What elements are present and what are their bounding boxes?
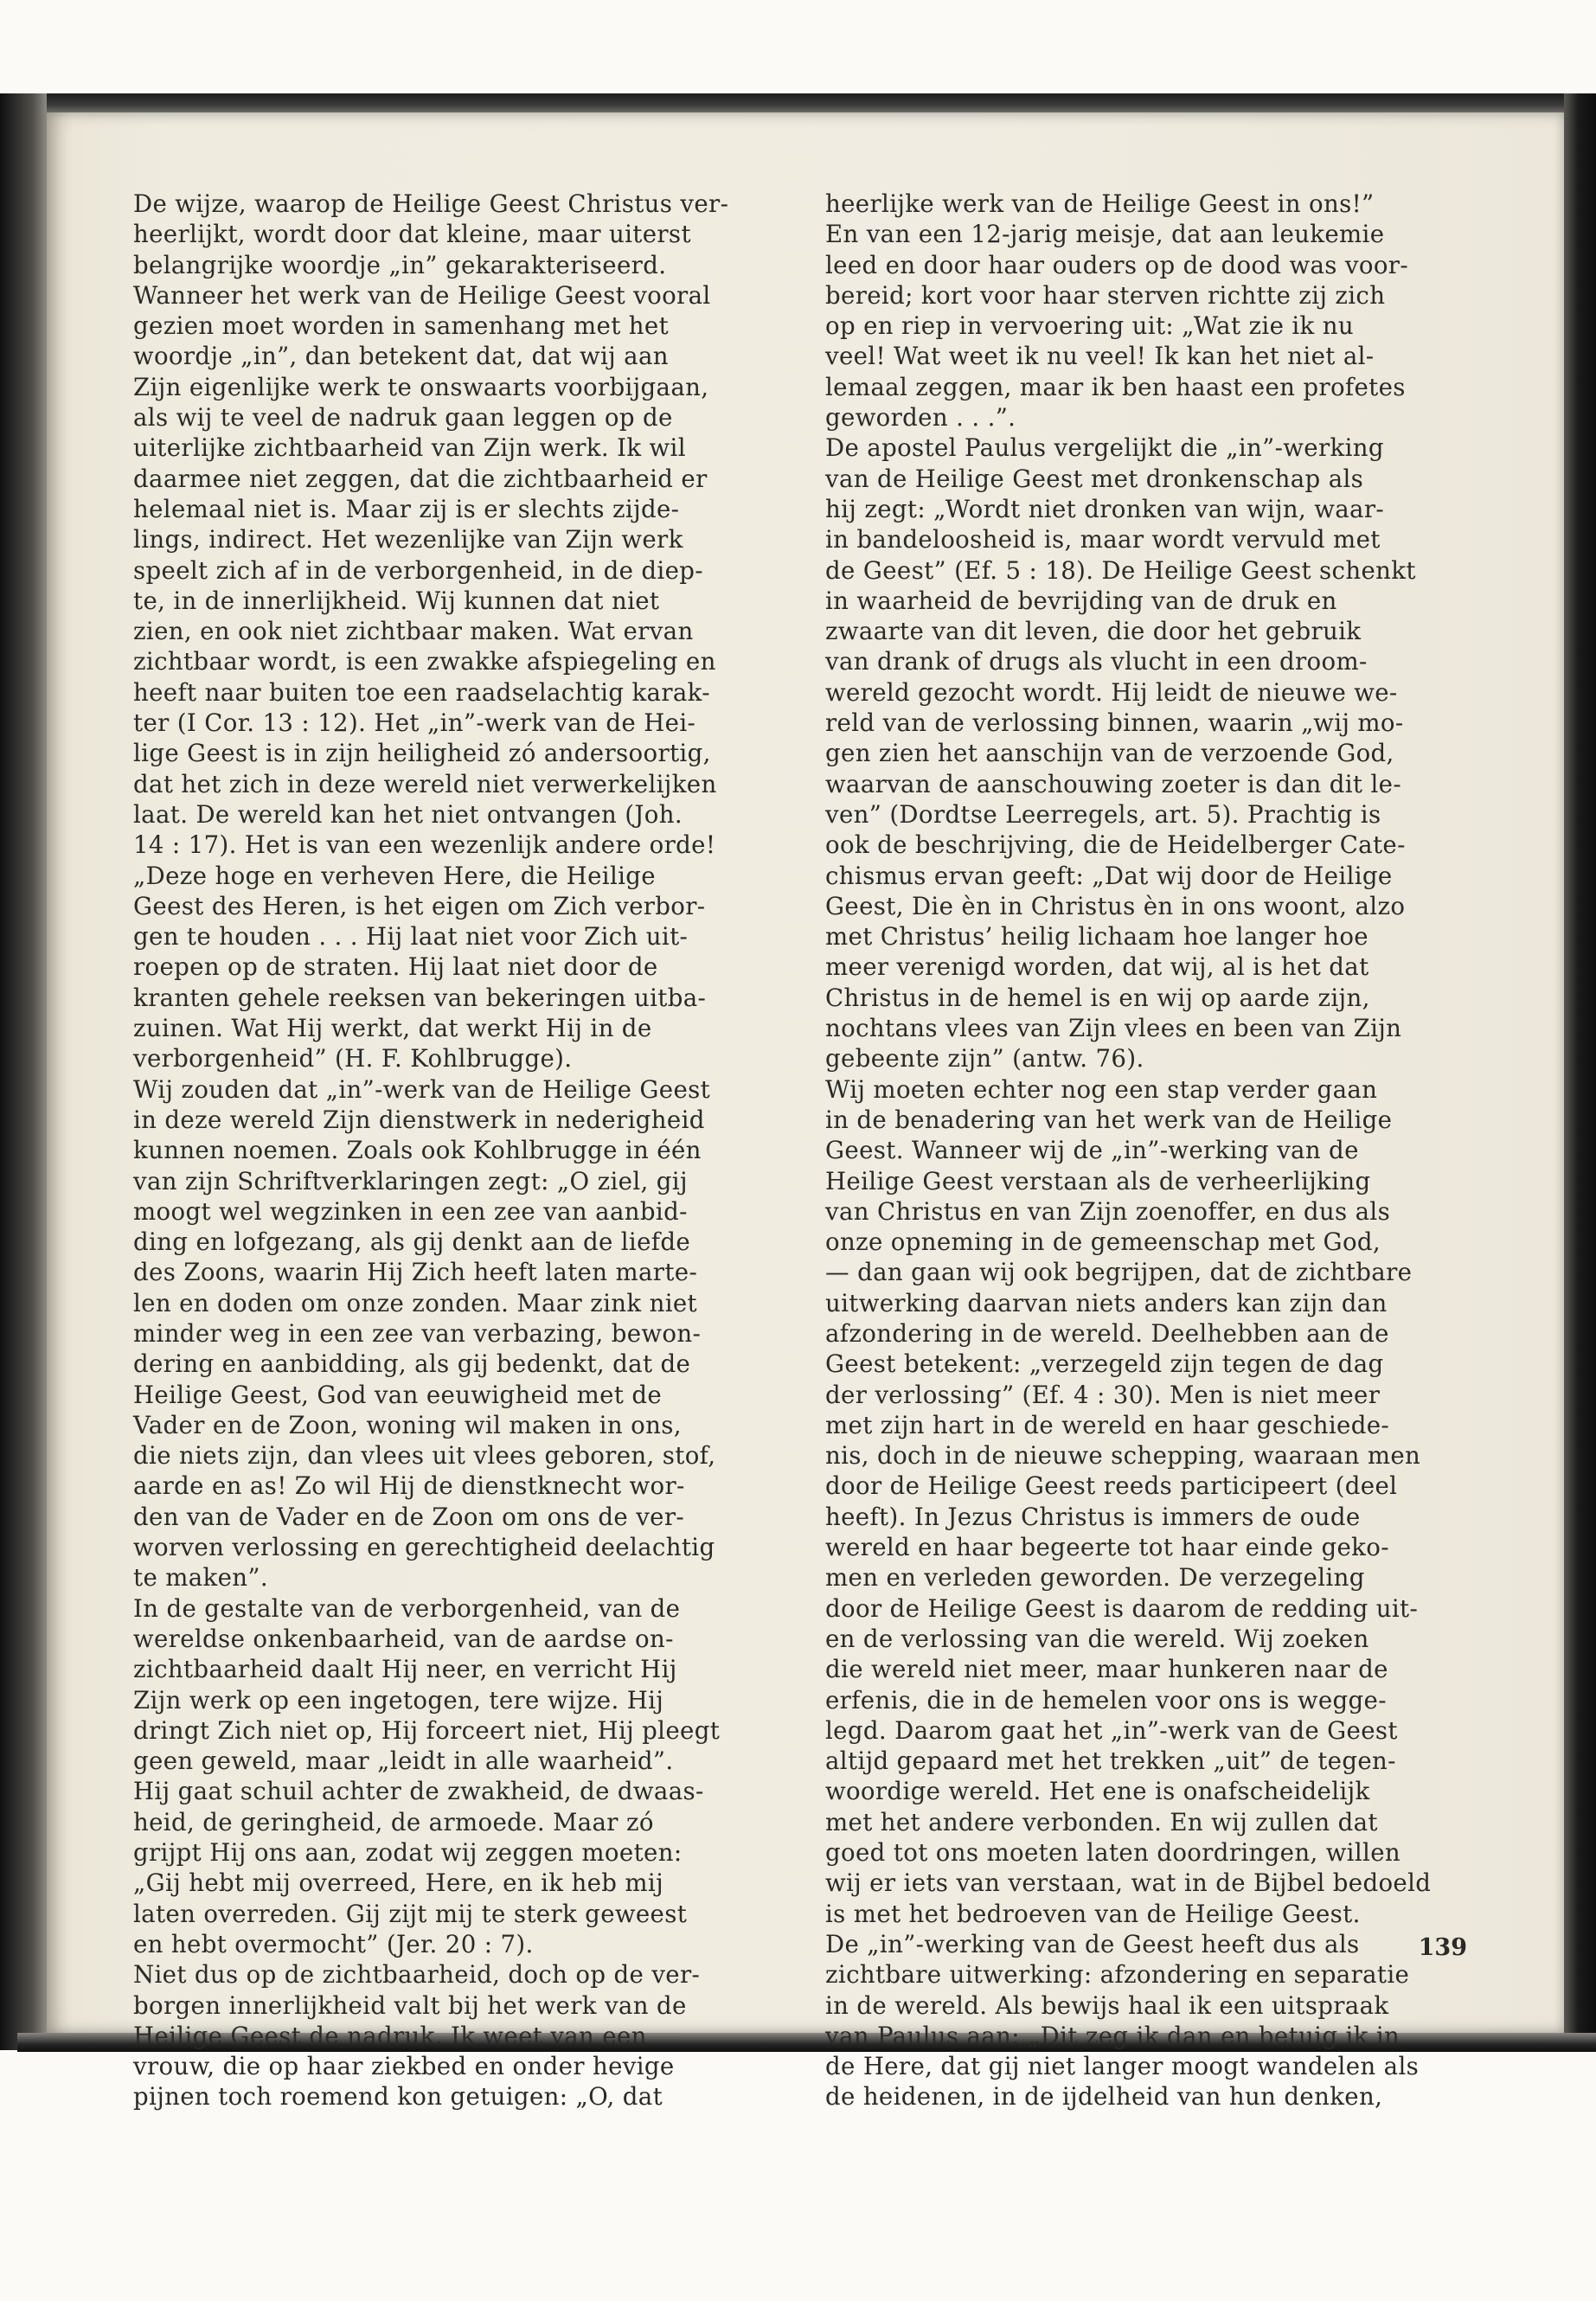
paragraph: „Deze hoge en verheven Here, die Heilige Geest des Heren, is het eigen om Zich verbor- gen te houden . . . Hij laat niet voor Zich uit- roepen op de straten. Hij laat niet door de kranten gehele reeksen van bekeringen uitba- zuinen. Wat Hij werkt, dat werkt Hij in de verborgenheid” (H. F. Kohlbrugge). <box>133 861 707 1074</box>
paragraph: heerlijke werk van de Heilige Geest in ons!” En van een 12-jarig meisje, dat aan leukemie leed en door haar ouders op de dood was voor- bereid; kort voor haar sterven richtte zij zich op en riep in vervoering uit: „Wat zie ik nu veel! Wat weet ik nu veel! Ik kan het niet al- lemaal zeggen, maar ik ben haast een profetes geworden . . .”. <box>825 189 1408 433</box>
paragraph: Wij zouden dat „in”-werk van de Heilige Geest in deze wereld Zijn dienstwerk in nederigheid kunnen noemen. Zoals ook Kohlbrugge in één van zijn Schriftverklaringen zegt: „O ziel, gij moogt wel wegzinken in een zee van aanbid- ding en lofgezang, als gij denkt aan de liefde des Zoons, waarin Hij Zich heeft laten marte- len en doden om onze zonden. Maar zink niet minder weg in een zee van verbazing, bewon- dering en aanbidding, als gij bedenkt, dat de Heilige Geest, God van eeuwigheid met de Vader en de Zoon, woning wil maken in ons, die niets zijn, dan vlees uit vlees geboren, stof, aarde en as! Zo wil Hij de dienstknecht wor- den van de Vader en de Zoon om ons de ver- worven verlossing en gerechtigheid deelachtig te maken”. <box>133 1074 716 1593</box>
paragraph: De „in”-werking van de Geest heeft dus als zichtbare uitwerking: afzondering en separatie in de wereld. Als bewijs haal ik een uitspraak van Paulus aan: „Dit zeg ik dan en betuig ik in de Here, dat gij niet langer moogt wandelen als de heidenen, in de ijdelheid van hun denken, <box>825 1929 1420 2112</box>
paragraph: Wanneer het werk van de Heilige Geest vooral gezien moet worden in samenhang met het woordje „in”, dan betekent dat, dat wij aan Zijn eigenlijke werk te onswaarts voorbijgaan, als wij te veel de nadruk gaan leggen op de uiterlijke zichtbaarheid van Zijn werk. Ik wil daarmee niet zeggen, dat die zichtbaarheid er helemaal niet is. Maar zij is er slechts zijde- lings, indirect. Het wezenlijke van Zijn werk speelt zich af in de verborgenheid, in de diep- te, in de innerlijkheid. Wij kunnen dat niet zien, en ook niet zichtbaar maken. Wat ervan zichtbaar wordt, is een zwakke afspiegeling en heeft naar buiten toe een raadselachtig karak- ter (I Cor. 13 : 12). Het „in”-werk van de Hei- lige Geest is in zijn heiligheid zó andersoortig, dat het zich in deze wereld niet verwerkelijken laat. De wereld kan het niet ontvangen (Joh. 14 : 17). Het is van een wezenlijk andere orde! <box>133 280 717 860</box>
paragraph: De wijze, waarop de Heilige Geest Christus ver- heerlijkt, wordt door dat kleine, maar uiterst belangrijke woordje „in” gekarakteriseerd. <box>133 189 729 279</box>
paragraph: De apostel Paulus vergelijkt die „in”-werking van de Heilige Geest met dronkenschap als hij zegt: „Wordt niet dronken van wijn, waar- in bandeloosheid is, maar wordt vervuld met de Geest” (Ef. 5 : 18). De Heilige Geest schenkt in waarheid de bevrijding van de druk en zwaarte van dit leven, die door het gebruik van drank of drugs als vlucht in een droom- wereld gezocht wordt. Hij leidt de nieuwe we- reld van de verlossing binnen, waarin „wij mo- gen zien het aanschijn van de verzoende God, waarvan de aanschouwing zoeter is dan dit le- ven” (Dordtse Leerregels, art. 5). Prachtig is ook de beschrijving, die de Heidelberger Cate- chismus ervan geeft: „Dat wij door de Heilige Geest, Die èn in Christus èn in ons woont, alzo met Christus’ heilig lichaam hoe langer hoe meer verenigd worden, dat wij, al is het dat Christus in de hemel is en wij op aarde zijn, nochtans vlees van Zijn vlees en been van Zijn gebeente zijn” (antw. 76). <box>825 433 1416 1074</box>
paragraph: Wij moeten echter nog een stap verder gaan in de benadering van het werk van de Heilige Geest. Wanneer wij de „in”-werking van de Heilige Geest verstaan als de verheerlijking van Christus en van Zijn zoenoffer, en dus als onze opneming in de gemeenschap met God, — dan gaan wij ook begrijpen, dat de zichtbare uitwerking daarvan niets anders kan zijn dan afzondering in de wereld. Deelhebben aan de Geest betekent: „verzegeld zijn tegen de dag der verlossing” (Ef. 4 : 30). Men is niet meer met zijn hart in de wereld en haar geschiede- nis, doch in de nieuwe schepping, waaraan men door de Heilige Geest reeds participeert (deel heeft). In Jezus Christus is immers de oude wereld en haar begeerte tot haar einde geko- men en verleden geworden. De verzegeling door de Heilige Geest is daarom de redding uit- en de verlossing van die wereld. Wij zoeken die wereld niet meer, maar hunkeren naar de erfenis, die in de hemelen voor ons is wegge- legd. Daarom gaat het „in”-werk van de Geest altijd gepaard met het trekken „uit” de tegen- woordige wereld. Het ene is onafscheidelijk met het andere verbonden. En wij zullen dat goed tot ons moeten laten doordringen, willen wij er iets van verstaan, wat in de Bijbel bedoeld is met het bedroeven van de Heilige Geest. <box>825 1074 1432 1928</box>
left-column <box>133 189 749 2112</box>
right-column <box>825 189 1469 2112</box>
paragraph: In de gestalte van de verborgenheid, van de wereldse onkenbaarheid, van de aardse on- zichtbaarheid daalt Hij neer, en verricht Hij Zijn werk op een ingetogen, tere wijze. Hij dringt Zich niet op, Hij forceert niet, Hij pleegt geen geweld, maar „leidt in alle waarheid”. Hij gaat schuil achter de zwakheid, de dwaas- heid, de geringheid, de armoede. Maar zó grijpt Hij ons aan, zodat wij zeggen moeten: „Gij hebt mij overreed, Here, en ik heb mij laten overreden. Gij zijt mij te sterk geweest en hebt overmocht” (Jer. 20 : 7). <box>133 1593 721 1958</box>
book-edge-top <box>0 93 1596 112</box>
book-spine-edge <box>0 93 47 2050</box>
book-edge-right <box>1564 93 1596 2050</box>
page-number: 139 <box>1418 1934 1467 1961</box>
paragraph: Niet dus op de zichtbaarheid, doch op de ver- borgen innerlijkheid valt bij het werk van de Heilige Geest de nadruk. Ik weet van een vrouw, die op haar ziekbed en onder hevige pijnen toch roemend kon getuigen: „O, dat <box>133 1960 701 2112</box>
